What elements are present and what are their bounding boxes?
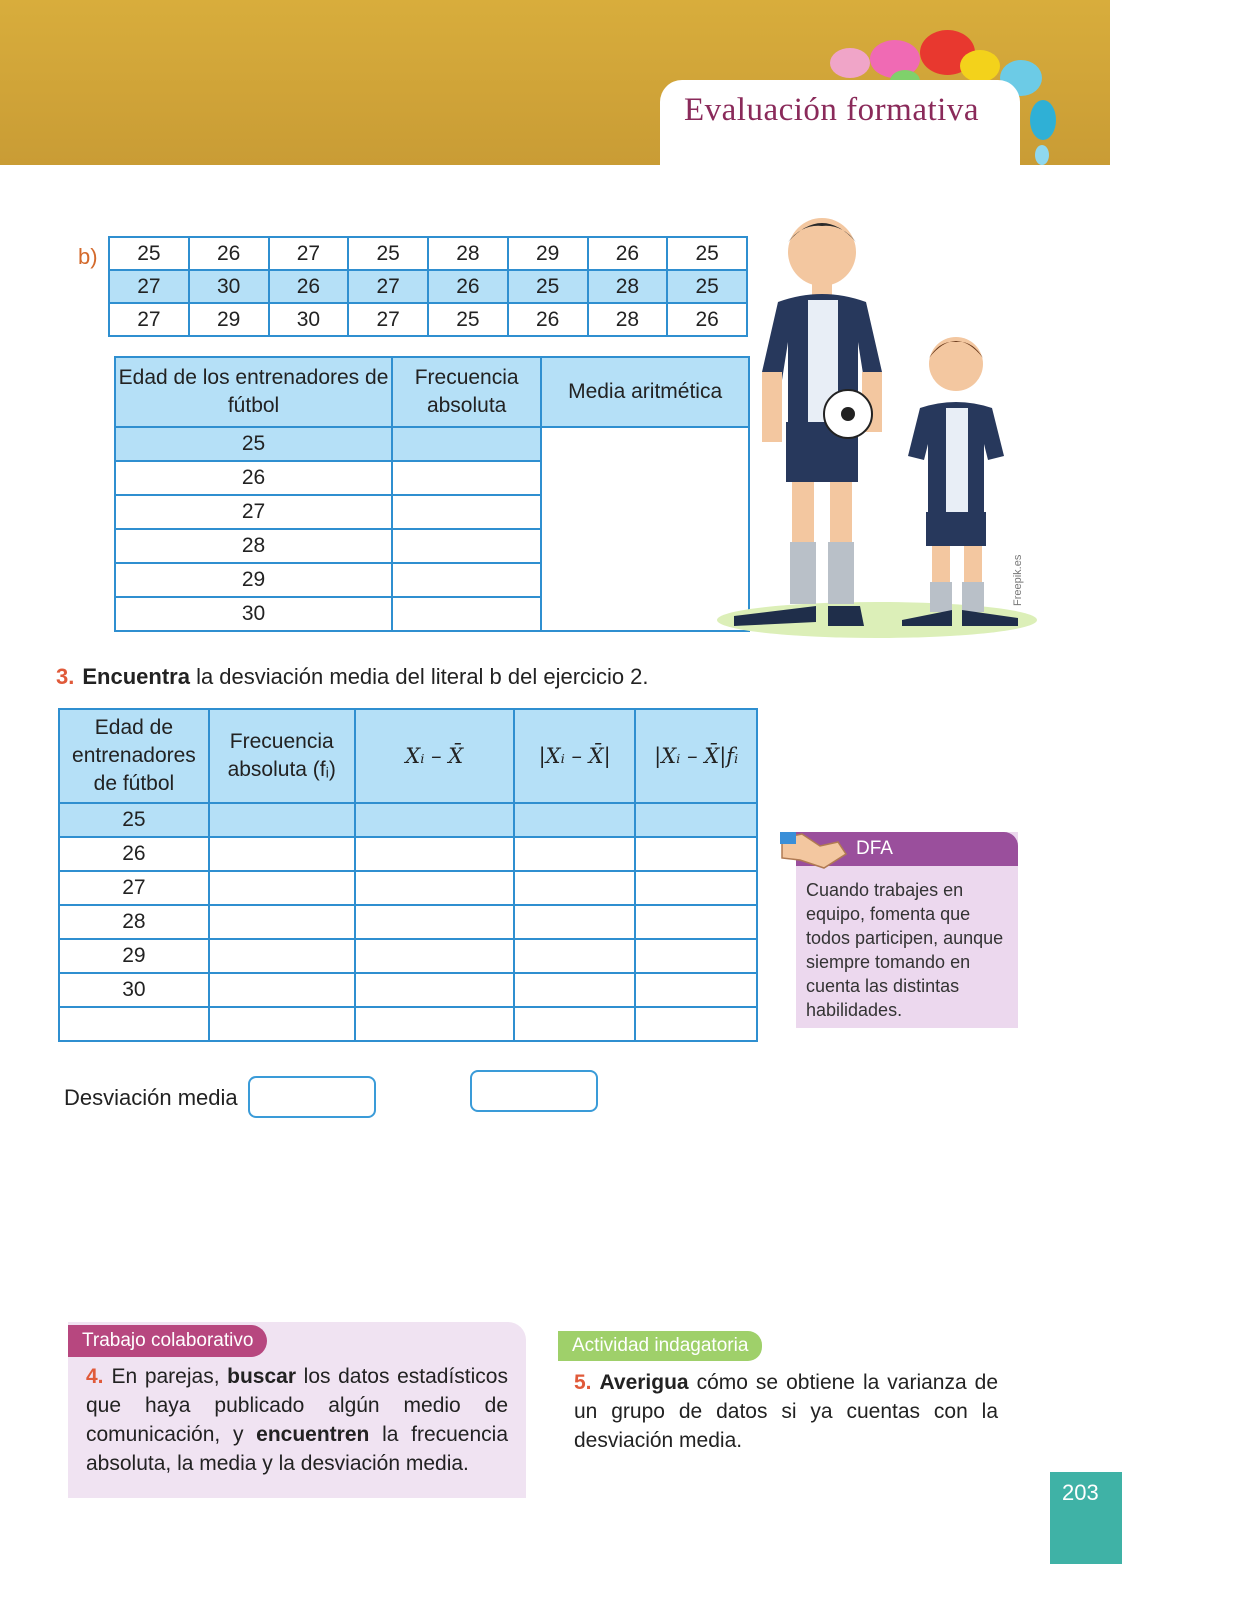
column-header: Media aritmética: [541, 357, 749, 427]
page-number: 203: [1062, 1480, 1099, 1505]
column-header: |Xᵢ – X̄|: [514, 709, 636, 803]
frequency-input-cell[interactable]: [392, 563, 541, 597]
data-cell: 26: [269, 270, 349, 303]
age-cell: 29: [59, 939, 209, 973]
age-cell: 25: [59, 803, 209, 837]
image-credit: Freepik.es: [1012, 554, 1024, 606]
table-row: [59, 973, 757, 1007]
table-row: [59, 803, 757, 837]
input-cell[interactable]: [635, 837, 757, 871]
data-cell: 27: [109, 303, 189, 336]
question-5: [574, 1368, 998, 1455]
input-cell[interactable]: [209, 803, 355, 837]
column-header: Edad de los entrenadores de fútbol: [115, 357, 392, 427]
table-row: [109, 303, 747, 336]
input-cell[interactable]: [209, 871, 355, 905]
age-cell: 30: [115, 597, 392, 631]
age-cell: 25: [115, 427, 392, 461]
soccer-players-illustration: [712, 212, 1042, 638]
table-header-row: [59, 709, 757, 803]
frequency-input-cell[interactable]: [392, 529, 541, 563]
table-row: [59, 1007, 757, 1041]
age-cell: 30: [59, 973, 209, 1007]
data-table: [108, 236, 748, 337]
question-keyword: buscar: [227, 1365, 297, 1388]
question-text: la desviación media del literal b del ejercicio 2.: [189, 664, 649, 689]
input-cell[interactable]: [635, 803, 757, 837]
data-cell: 27: [109, 270, 189, 303]
data-cell: 28: [588, 303, 668, 336]
input-cell[interactable]: [514, 803, 636, 837]
data-cell: 25: [348, 237, 428, 270]
input-cell[interactable]: [514, 939, 636, 973]
table-row: [109, 237, 747, 270]
handshake-icon: [780, 828, 850, 872]
data-cell: 25: [667, 270, 747, 303]
table-row: [59, 939, 757, 973]
data-cell: 29: [508, 237, 588, 270]
table-header-row: [115, 357, 749, 427]
frequency-input-cell[interactable]: [392, 597, 541, 631]
input-cell[interactable]: [209, 973, 355, 1007]
input-cell[interactable]: [635, 905, 757, 939]
data-cell: 26: [508, 303, 588, 336]
input-cell[interactable]: [514, 871, 636, 905]
input-cell[interactable]: [355, 973, 514, 1007]
column-header: Edad de entrenadores de fútbol: [59, 709, 209, 803]
input-cell[interactable]: [514, 837, 636, 871]
exercise-label: b): [78, 244, 98, 269]
frequency-table: [114, 356, 750, 632]
data-cell: 27: [348, 303, 428, 336]
frequency-input-cell[interactable]: [392, 495, 541, 529]
question-3: [56, 664, 649, 690]
age-cell: 28: [115, 529, 392, 563]
data-cell: 27: [348, 270, 428, 303]
collab-tag: Trabajo colaborativo: [68, 1325, 267, 1357]
column-header: Frecuencia absoluta: [392, 357, 541, 427]
input-cell[interactable]: [355, 871, 514, 905]
input-cell[interactable]: [209, 939, 355, 973]
input-cell[interactable]: [635, 871, 757, 905]
deviation-label: Desviación media: [64, 1085, 238, 1110]
input-cell[interactable]: [355, 1007, 514, 1041]
data-cell: 25: [428, 303, 508, 336]
input-cell[interactable]: [635, 939, 757, 973]
question-number: 5.: [574, 1371, 592, 1394]
data-cell: 30: [269, 303, 349, 336]
question-text: los datos estadísticos que haya publicado algún medio de comunicación, y: [86, 1365, 508, 1446]
inquiry-tag: Actividad indagatoria: [558, 1331, 762, 1361]
age-cell: 27: [59, 871, 209, 905]
data-cell: 26: [428, 270, 508, 303]
question-keyword: encuentren: [256, 1423, 370, 1446]
data-cell: 25: [508, 270, 588, 303]
page-title: Evaluación formativa: [684, 92, 979, 128]
table-row: [109, 270, 747, 303]
dfa-text: Cuando trabajes en equipo, fomenta que todos participen, aunque siempre tomando en cuenta las distintas habilidades.: [806, 880, 1004, 1020]
column-header: Xᵢ – X̄: [355, 709, 514, 803]
question-number: 4.: [86, 1365, 104, 1388]
question-keyword: Encuentra: [82, 664, 190, 689]
table-row: [59, 871, 757, 905]
page-margin: [1110, 0, 1236, 1600]
input-cell[interactable]: [209, 905, 355, 939]
dfa-title: DFA: [856, 838, 893, 859]
data-cell: 28: [428, 237, 508, 270]
data-cell: 26: [588, 237, 668, 270]
age-cell: 26: [115, 461, 392, 495]
data-cell: 29: [189, 303, 269, 336]
table-row: [115, 427, 749, 461]
question-number: 3.: [56, 664, 75, 689]
age-cell: 28: [59, 905, 209, 939]
input-cell[interactable]: [355, 837, 514, 871]
input-cell[interactable]: [355, 803, 514, 837]
input-cell[interactable]: [514, 973, 636, 1007]
input-cell[interactable]: [209, 837, 355, 871]
input-cell[interactable]: [514, 905, 636, 939]
input-cell[interactable]: [355, 905, 514, 939]
column-header: |Xᵢ – X̄|fᵢ: [635, 709, 757, 803]
table-row: [59, 837, 757, 871]
data-cell: 25: [667, 237, 747, 270]
data-cell: 26: [189, 237, 269, 270]
data-cell: 30: [189, 270, 269, 303]
question-text: la frecuencia absoluta, la media y la desviación media.: [86, 1423, 509, 1475]
question-text: En parejas,: [111, 1365, 228, 1388]
question-4: [86, 1362, 508, 1478]
data-cell: 28: [588, 270, 668, 303]
input-cell[interactable]: [514, 1007, 636, 1041]
input-cell[interactable]: [635, 1007, 757, 1041]
data-cell: 27: [269, 237, 349, 270]
data-cell: 25: [109, 237, 189, 270]
data-cell: 26: [667, 303, 747, 336]
deviation-answer-box-2[interactable]: [470, 1070, 598, 1112]
column-header: Frecuencia absoluta (fᵢ): [209, 709, 355, 803]
input-cell[interactable]: [209, 1007, 355, 1041]
input-cell[interactable]: [355, 939, 514, 973]
deviation-answer-box[interactable]: [248, 1076, 376, 1118]
age-cell: [59, 1007, 209, 1041]
frequency-input-cell[interactable]: [392, 427, 541, 461]
question-text: cómo se obtiene la varianza de un grupo de datos si ya cuentas con la desviación media.: [574, 1371, 998, 1452]
table-row: [59, 905, 757, 939]
age-cell: 29: [115, 563, 392, 597]
input-cell[interactable]: [635, 973, 757, 1007]
age-cell: 26: [59, 837, 209, 871]
deviation-table: [58, 708, 758, 1042]
frequency-input-cell[interactable]: [392, 461, 541, 495]
question-keyword: Averigua: [599, 1371, 689, 1394]
age-cell: 27: [115, 495, 392, 529]
